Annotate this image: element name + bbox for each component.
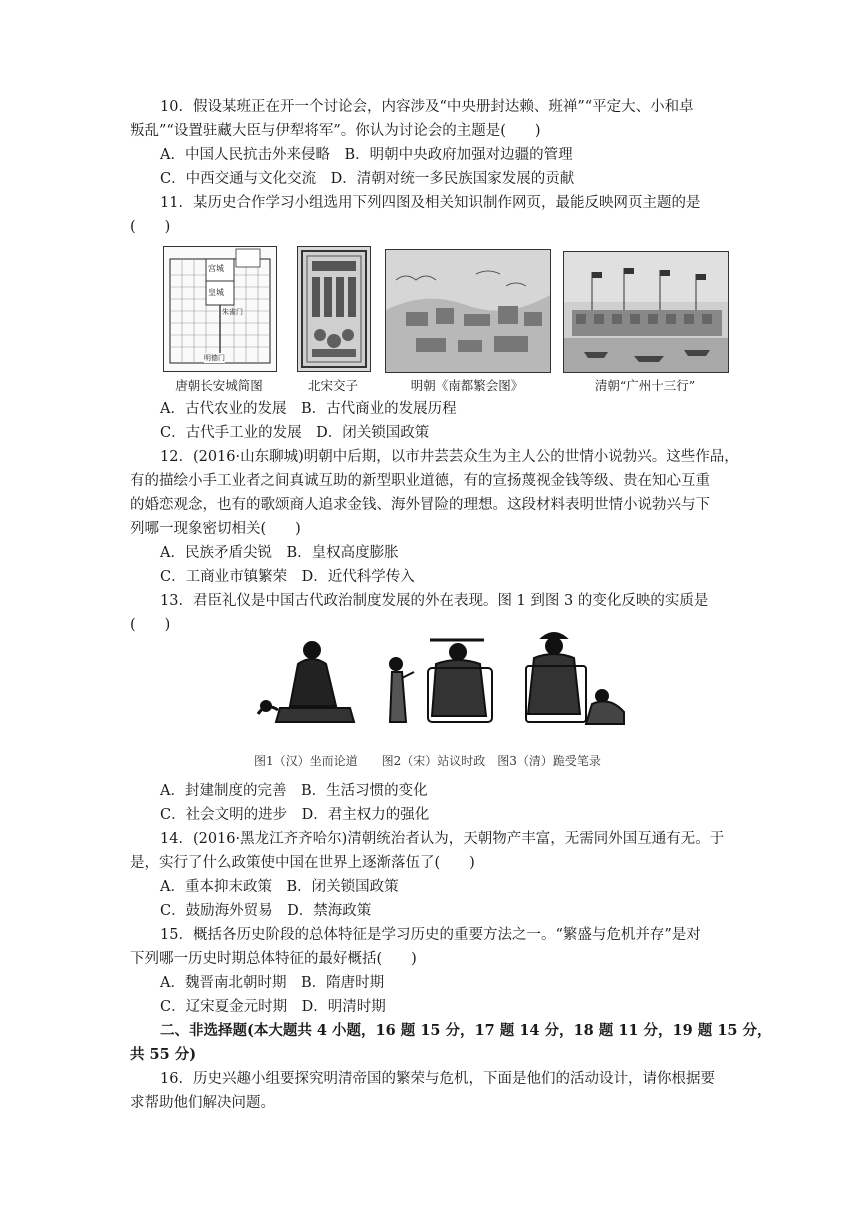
caption-changan: 唐朝长安城简图 xyxy=(175,378,263,393)
q16-stem-line2: 求帮助他们解决问题。 xyxy=(130,1095,275,1111)
thirteen-factories-image xyxy=(563,251,729,373)
q16-stem-line1: 16．历史兴趣小组要探究明清帝国的繁荣与危机，下面是他们的活动设计，请你根据要 xyxy=(160,1071,715,1087)
q12-stem-line1: 12．(2016·山东聊城)明朝中后期，以市井芸芸众生为主人公的世情小说勃兴。这些作品， xyxy=(160,449,739,465)
caption-nandu: 明朝《南都繁会图》 xyxy=(410,378,524,393)
q15-stem-line1: 15．概括各历史阶段的总体特征是学习历史的重要方法之一。“繁盛与危机并存”是对 xyxy=(160,927,701,943)
q10-options-cd: C．中西交通与文化交流 D．清朝对统一多民族国家发展的贡献 xyxy=(160,171,575,187)
q13-options-cd: C．社会文明的进步 D．君主权力的强化 xyxy=(160,807,430,823)
nandu-painting-image xyxy=(385,249,551,373)
q13-stem-line2: ( ) xyxy=(130,617,171,633)
q11-options-cd: C．古代手工业的发展 D．闭关锁国政策 xyxy=(160,425,430,441)
q12-stem-line4: 列哪一现象密切相关( ) xyxy=(130,521,301,537)
q12-options-ab: A．民族矛盾尖锐 B．皇权高度膨胀 xyxy=(160,545,399,561)
map-label-palace: 宫城 xyxy=(208,264,224,273)
q15-options-ab: A．魏晋南北朝时期 B．隋唐时期 xyxy=(160,975,385,991)
q11-stem-line1: 11．某历史合作学习小组选用下列四图及相关知识制作网页，最能反映网页主题的是 xyxy=(160,195,701,211)
song-standing-discussion-image xyxy=(380,632,510,732)
changan-map-image xyxy=(163,246,277,372)
q14-stem-line1: 14．(2016·黑龙江齐齐哈尔)清朝统治者认为，天朝物产丰富，无需同外国互通有无。于 xyxy=(160,831,725,847)
q14-stem-line2: 是，实行了什么政策使中国在世界上逐渐落伍了( ) xyxy=(130,855,475,871)
q13-figure-caption: 图1（汉）坐而论道 图2（宋）站议时政 图3（清）跪受笔录 xyxy=(254,754,601,768)
q12-stem-line3: 的婚恋观念，也有的歌颂商人追求金钱、海外冒险的理想。这段材料表明世情小说勃兴与下 xyxy=(130,497,710,513)
section2-heading-line2: 共 55 分) xyxy=(130,1046,197,1063)
q14-options-ab: A．重本抑末政策 B．闭关锁国政策 xyxy=(160,879,399,895)
q10-options-ab: A．中国人民抗击外来侵略 B．明朝中央政府加强对边疆的管理 xyxy=(160,147,573,163)
q12-options-cd: C．工商业市镇繁荣 D．近代科学传入 xyxy=(160,569,415,585)
q15-stem-line2: 下列哪一历史时期总体特征的最好概括( ) xyxy=(130,951,417,967)
jiaozi-banknote-image xyxy=(297,246,371,372)
q10-stem-line1: 10．假设某班正在开一个讨论会，内容涉及“中央册封达赖、班禅”“平定大、小和卓 xyxy=(160,99,694,115)
map-label-imperial-city: 皇城 xyxy=(208,288,224,297)
caption-thirteen-factories: 清朝“广州十三行” xyxy=(594,378,696,393)
q11-options-ab: A．古代农业的发展 B．古代商业的发展历程 xyxy=(160,401,457,417)
q12-stem-line2: 有的描绘小手工业者之间真诚互助的新型职业道德，有的宣扬蔑视金钱等级、贵在知心互重 xyxy=(130,473,710,489)
q14-options-cd: C．鼓励海外贸易 D．禁海政策 xyxy=(160,903,372,919)
map-label-zhuque-gate: 朱雀门 xyxy=(222,308,243,316)
q13-options-ab: A．封建制度的完善 B．生活习惯的变化 xyxy=(160,783,428,799)
caption-jiaozi: 北宋交子 xyxy=(307,378,358,393)
q15-options-cd: C．辽宋夏金元时期 D．明清时期 xyxy=(160,999,386,1015)
map-label-mingde-gate: 明德门 xyxy=(204,354,225,362)
qing-kneeling-record-image xyxy=(524,626,634,732)
q13-stem-line1: 13．君臣礼仪是中国古代政治制度发展的外在表现。图 1 到图 3 的变化反映的实质是 xyxy=(160,593,709,609)
q10-stem-line2: 叛乱”“设置驻藏大臣与伊犁将军”。你认为讨论会的主题是( ) xyxy=(130,123,541,139)
han-seated-discussion-image xyxy=(250,636,360,728)
q11-stem-line2: ( ) xyxy=(130,219,171,235)
section2-heading-line1: 二、非选择题(本大题共 4 小题，16 题 15 分，17 题 14 分，18 题 11 分，19 题 15 分， xyxy=(160,1022,772,1039)
